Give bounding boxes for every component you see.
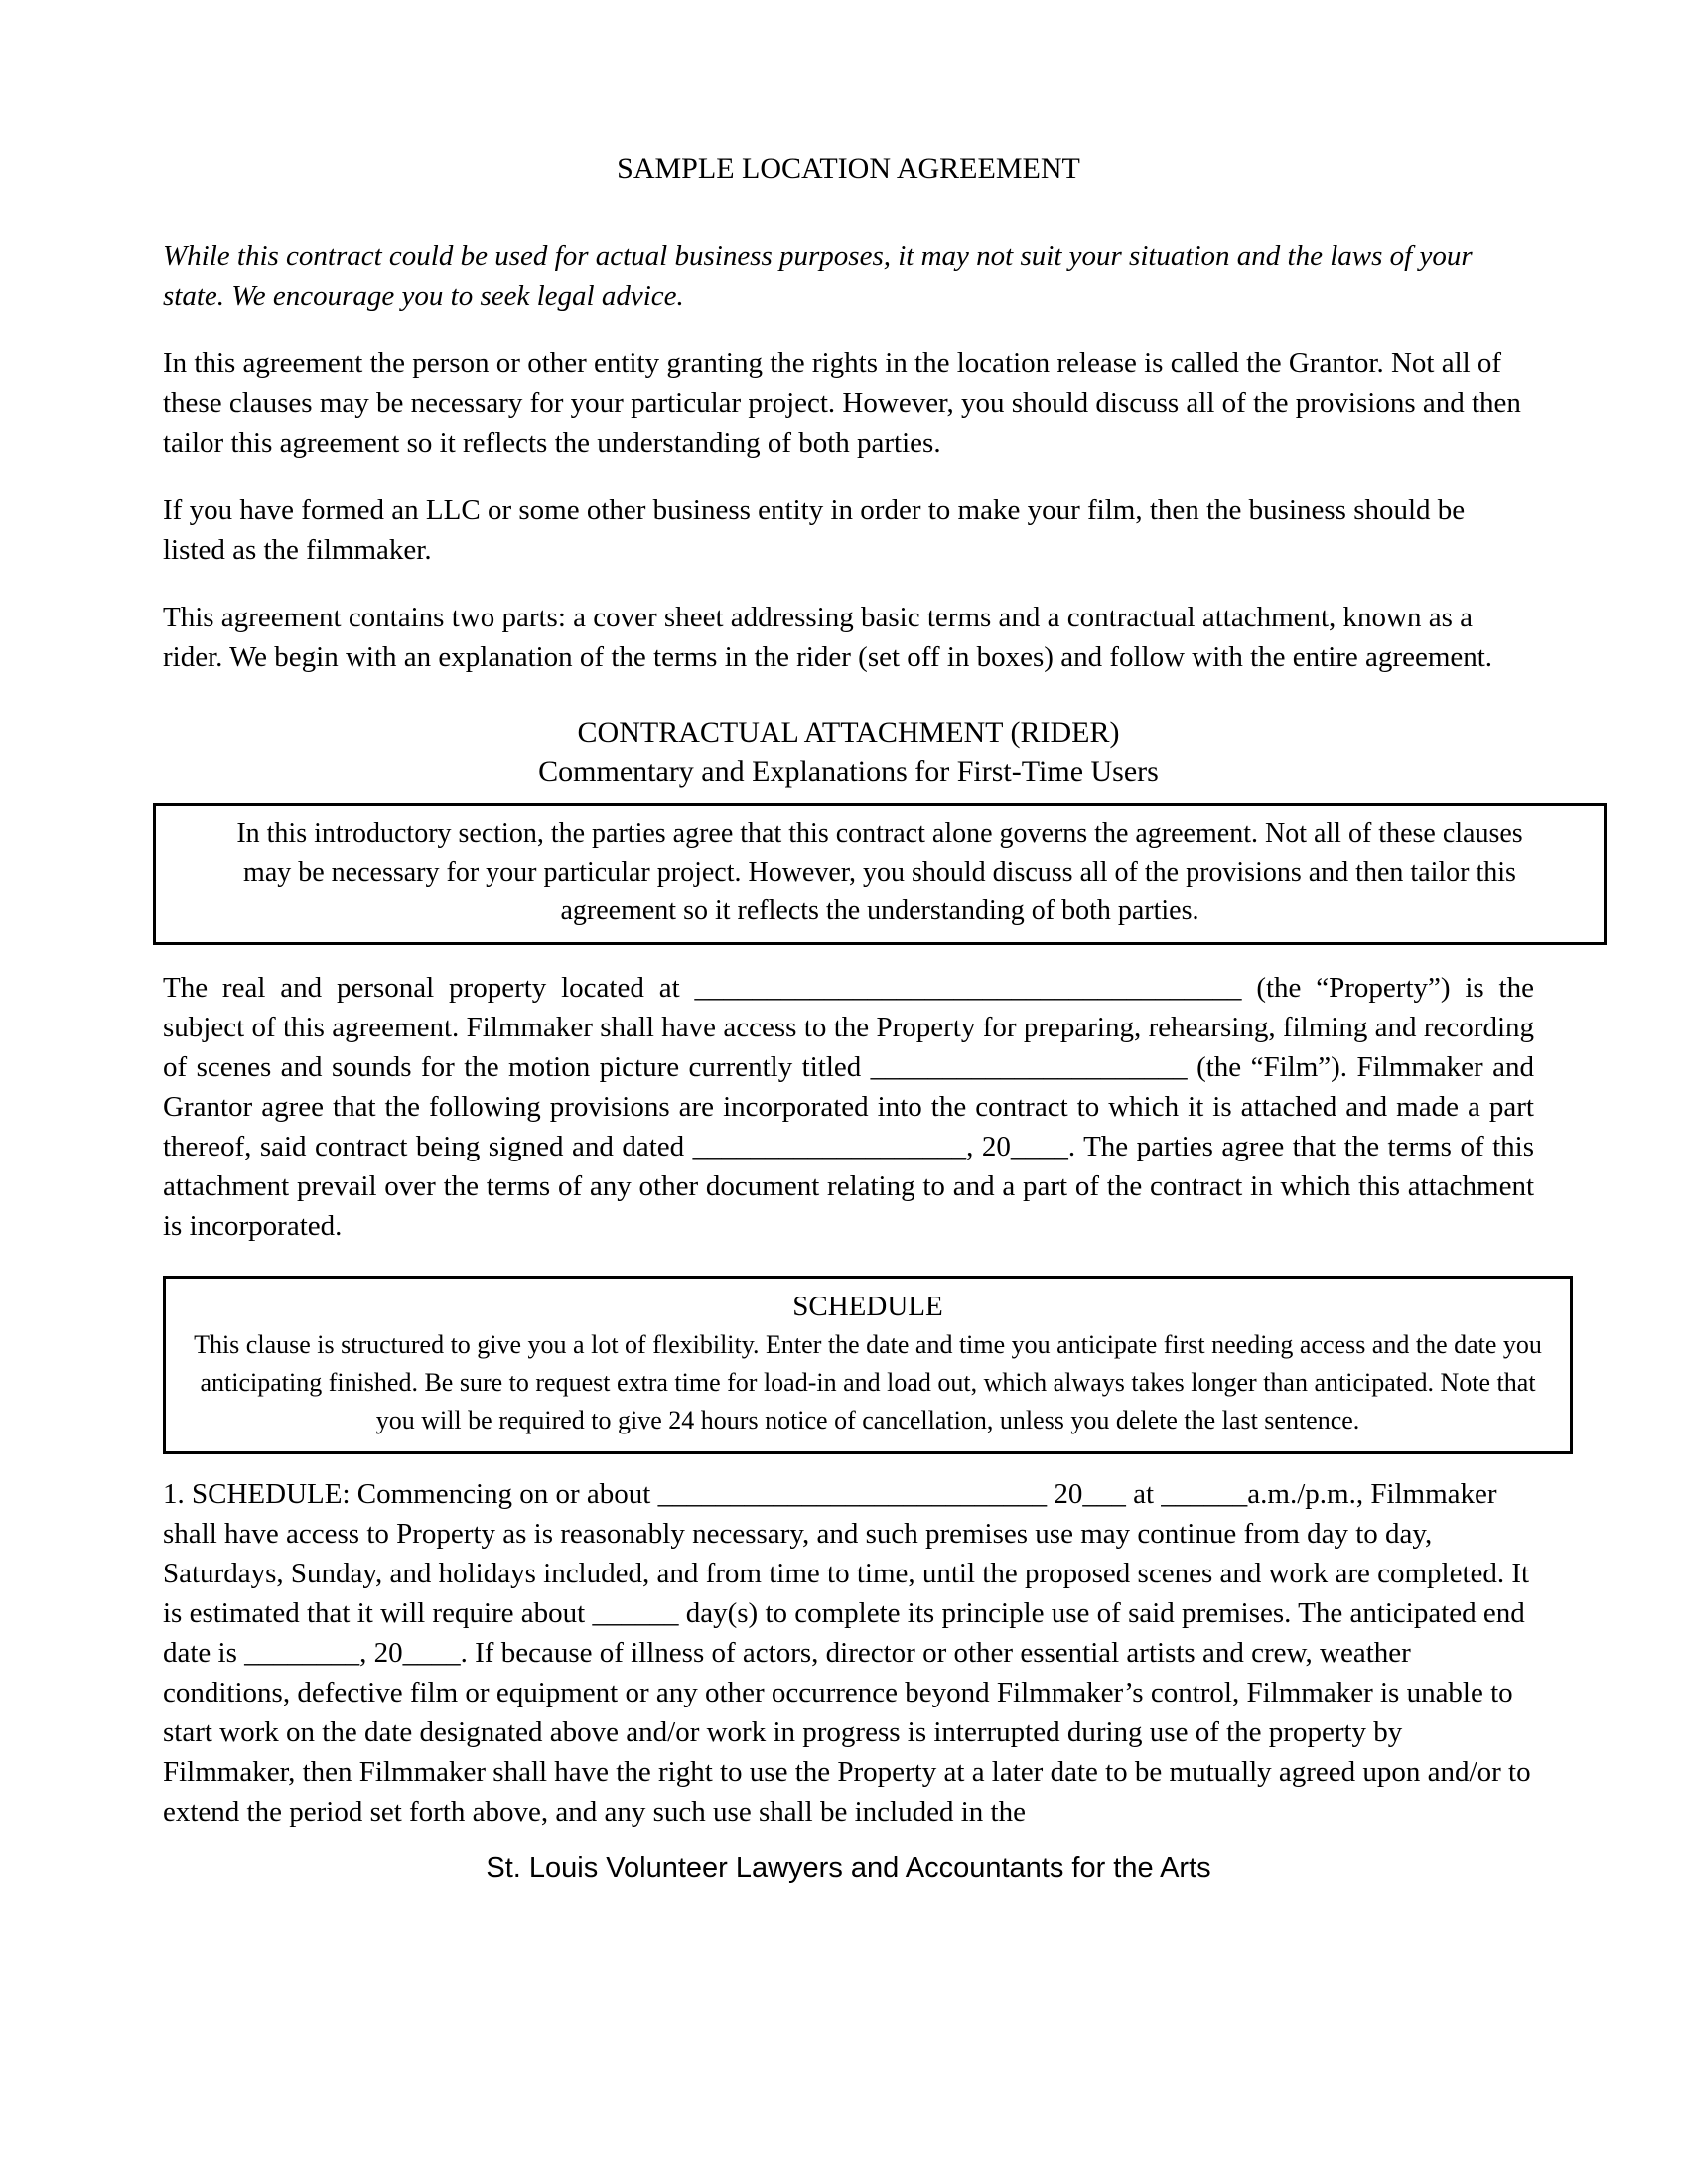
- page-footer: St. Louis Volunteer Lawyers and Accountants for the Arts: [486, 1852, 1211, 1884]
- rider-intro-callout-box: In this introductory section, the parties agree that this contract alone governs the agreement. Not all of these clauses may be necessary for your particular project. However, you should discuss all of the provisions and then tailor this agreement so it reflects the understanding of both parties.: [153, 803, 1607, 945]
- rider-subheading: Commentary and Explanations for First-Time Users: [538, 755, 1159, 788]
- schedule-box-text: This clause is structured to give you a lot of flexibility. Enter the date and time you anticipate first needing access and the date you anticipating finished. Be sure to request extra time for load-in and load out, which always takes longer than anticipated. Note that you will be required to give 24 hours notice of cancellation, unless you delete the last sentence.: [194, 1330, 1542, 1434]
- intro-paragraph-grantor: In this agreement the person or other entity granting the rights in the location release is called the Grantor. Not all of these clauses may be necessary for your particular project. However, you should discuss all of the provisions and then tailor this agreement so it reflects the understanding of both parties.: [163, 347, 1521, 459]
- property-clause-paragraph: The real and personal property located at ______________________________________ (the “Property”) is the subject of this agreement. Filmmaker shall have access to the Property for preparing, rehearsing, filming and recording of scenes and sounds for the motion picture currently titled ______________________ (the “Film”). Filmmaker and Grantor agree that the following provisions are incorporated into the contract to which it is attached and made a part thereof, said contract being signed and dated ___________________, 20____. The parties agree that the terms of this attachment prevail over the terms of any other document relating to and a part of the contract in which this attachment is incorporated.: [163, 972, 1534, 1242]
- schedule-box-title: SCHEDULE: [792, 1291, 943, 1322]
- intro-paragraph-two-parts: This agreement contains two parts: a cover sheet addressing basic terms and a contractual attachment, known as a rider. We begin with an explanation of the terms in the rider (set off in boxes) and follow with the entire agreement.: [163, 602, 1493, 673]
- rider-heading-block: [163, 713, 1534, 792]
- schedule-callout-box: [163, 1276, 1573, 1454]
- schedule-clause-paragraph: 1. SCHEDULE: Commencing on or about ___________________________ 20___ at ______a.m./p.m., Filmmaker shall have access to Property as is reasonably necessary, and such premises use may continue from day to day, Saturdays, Sunday, and holidays included, and from time to time, until the proposed scenes and work are completed. It is estimated that it will require about ______ day(s) to complete its principle use of said premises. The anticipated end date is ________, 20____. If because of illness of actors, director or other essential artists and crew, weather conditions, defective film or equipment or any other occurrence beyond Filmmaker’s control, Filmmaker is unable to start work on the date designated above and/or work in progress is interrupted during use of the property by Filmmaker, then Filmmaker shall have the right to use the Property at a later date to be mutually agreed upon and/or to extend the period set forth above, and any such use shall be included in the: [163, 1478, 1531, 1828]
- disclaimer-paragraph: While this contract could be used for actual business purposes, it may not suit your situation and the laws of your state. We encourage you to seek legal advice.: [163, 240, 1473, 312]
- document-title: SAMPLE LOCATION AGREEMENT: [617, 152, 1080, 185]
- intro-paragraph-llc: If you have formed an LLC or some other business entity in order to make your film, then the business should be listed as the filmmaker.: [163, 494, 1466, 566]
- rider-heading: CONTRACTUAL ATTACHMENT (RIDER): [577, 716, 1120, 749]
